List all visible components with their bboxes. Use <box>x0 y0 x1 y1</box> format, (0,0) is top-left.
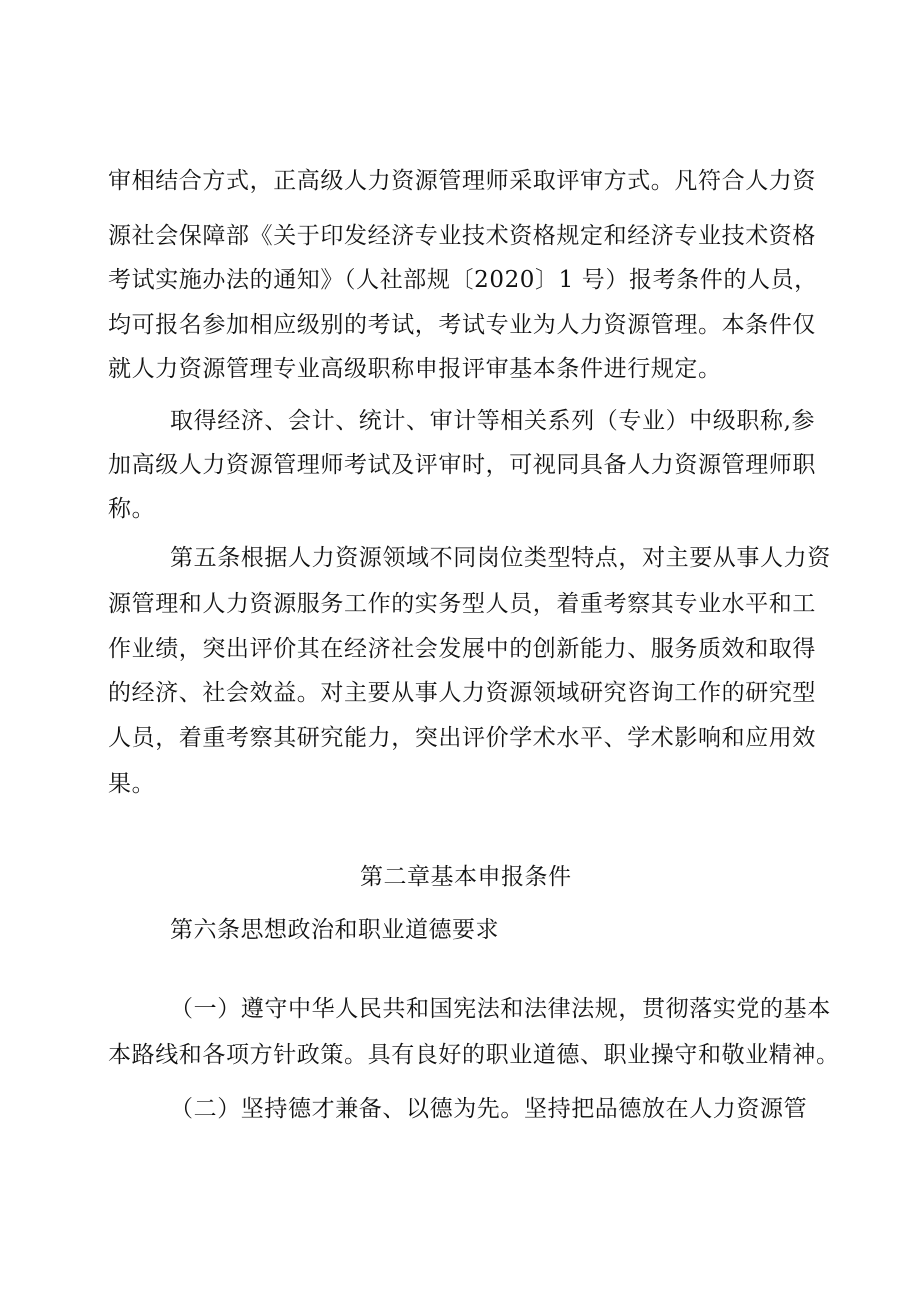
paragraph-3-line-6: 果。 <box>108 771 156 797</box>
paragraph-1-line-2: 源社会保障部《关于印发经济专业技术资格规定和经济专业技术资格 <box>108 223 816 249</box>
article-title: 第六条思想政治和职业道德要求 <box>170 917 499 943</box>
paragraph-1-line-5: 就人力资源管理专业高级职称申报评审基本条件进行规定。 <box>108 356 722 382</box>
paragraph-1-line-3: 考试实施办法的通知》（人社部规〔2020〕1 号）报考条件的人员， <box>108 267 818 293</box>
paragraph-3-line-4: 的经济、社会效益。对主要从事人力资源领域研究咨询工作的研究型 <box>108 680 816 706</box>
paragraph-3-line-3: 作业绩，突出评价其在经济社会发展中的创新能力、服务质效和取得 <box>108 636 816 662</box>
item-1-line-1: （一）遵守中华人民共和国宪法和法律法规，贯彻落实党的基本 <box>170 996 831 1022</box>
chapter-title: 第二章基本申报条件 <box>360 864 572 890</box>
paragraph-3-line-5: 人员，着重考察其研究能力，突出评价学术水平、学术影响和应用效 <box>108 725 816 751</box>
paragraph-1-line-1: 审相结合方式，正高级人力资源管理师采取评审方式。凡符合人力资 <box>108 168 816 194</box>
item-2-line-1: （二）坚持德才兼备、以德为先。坚持把品德放在人力资源管 <box>170 1096 808 1122</box>
paragraph-3-line-1: 第五条根据人力资源领域不同岗位类型特点，对主要从事人力资 <box>170 545 831 571</box>
item-1-line-2: 本路线和各项方针政策。具有良好的职业道德、职业操守和敬业精神。 <box>108 1042 840 1068</box>
paragraph-2-line-1: 取得经济、会计、统计、审计等相关系列（专业）中级职称,参 <box>170 408 816 434</box>
paragraph-3-line-2: 源管理和人力资源服务工作的实务型人员，着重考察其专业水平和工 <box>108 591 816 617</box>
paragraph-1-line-4: 均可报名参加相应级别的考试，考试专业为人力资源管理。本条件仅 <box>108 312 816 338</box>
paragraph-2-line-3: 称。 <box>108 496 156 522</box>
paragraph-2-line-2: 加高级人力资源管理师考试及评审时，可视同具备人力资源管理师职 <box>108 452 816 478</box>
